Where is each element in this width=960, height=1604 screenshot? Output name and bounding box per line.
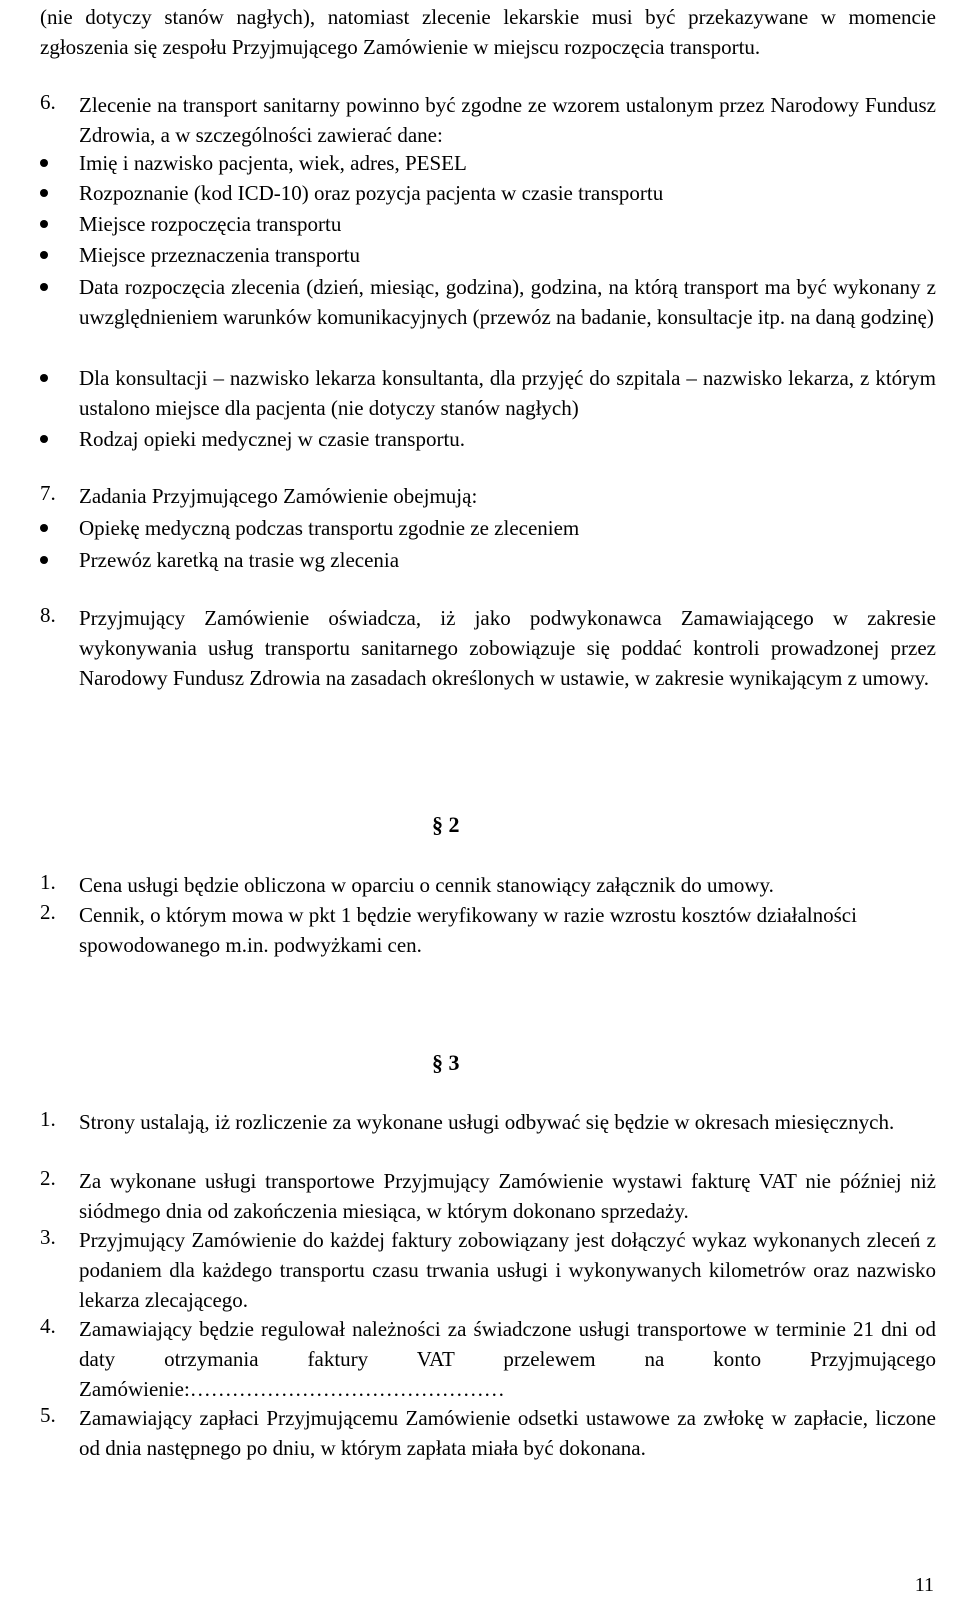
bullet-item (40, 178, 936, 208)
item-text: Za wykonane usługi transportowe Przyjmujący Zamówienie wystawi fakturę VAT nie później niż siódmego dnia od zakończenia miesiąca, w którym dokonano sprzedaży. (79, 1169, 936, 1223)
bullet-text: Przewóz karetką na trasie wg zlecenia (79, 548, 400, 572)
item-number: 3. (40, 1225, 56, 1249)
item-number: 8. (40, 603, 56, 627)
list-item-6 (40, 90, 936, 150)
item-text: Zamawiający zapłaci Przyjmującemu Zamówienie odsetki ustawowe za zwłokę w zapłacie, liczone od dnia następnego po dniu, w którym zapłata miała być dokonana. (79, 1406, 936, 1460)
item-text: Przyjmujący Zamówienie do każdej faktury zobowiązany jest dołączyć wykaz wykonanych zleceń z podaniem dla każdego transportu czasu trwania usługi i wykonywanych kilometrów oraz nazwisko lekarza zlecającego. (79, 1228, 936, 1312)
item-number: 6. (40, 90, 56, 114)
list-item (40, 1314, 936, 1404)
bullet-item (40, 545, 936, 575)
item-text: Cena usługi będzie obliczona w oparciu o cennik stanowiący załącznik do umowy. (79, 873, 774, 897)
item-text: Zadania Przyjmującego Zamówienie obejmują: (79, 484, 478, 508)
bullet-text: Rodzaj opieki medycznej w czasie transportu. (79, 427, 466, 451)
item-number: 4. (40, 1314, 56, 1338)
item-number: 7. (40, 481, 56, 505)
bullet-text: Miejsce przeznaczenia transportu (79, 243, 361, 267)
bullet-text: Dla konsultacji – nazwisko lekarza konsultanta, dla przyjęć do szpitala – nazwisko lekarza, z którym ustalono miejsce dla pacjenta (nie dotyczy stanów nagłych) (79, 366, 936, 420)
section-heading-3: § 3 (432, 1050, 460, 1075)
bullet-item (40, 209, 936, 239)
bullet-item (40, 148, 936, 178)
list-item (40, 900, 936, 960)
list-item (40, 870, 936, 900)
bullet-item (40, 272, 936, 332)
bullet-icon (40, 556, 48, 564)
item-number: 5. (40, 1403, 56, 1427)
bullet-icon (40, 435, 48, 443)
bullet-icon (40, 283, 48, 291)
bullet-icon (40, 220, 48, 228)
item-number: 2. (40, 900, 56, 924)
list-item-7 (40, 481, 936, 511)
bullet-icon (40, 189, 48, 197)
bullet-text: Opiekę medyczną podczas transportu zgodnie ze zleceniem (79, 516, 580, 540)
item-text: Cennik, o którym mowa w pkt 1 będzie weryfikowany w razie wzrostu kosztów działalności spowodowanego m.in. podwyżkami cen. (79, 903, 857, 957)
bullet-icon (40, 374, 48, 382)
item-number: 1. (40, 1107, 56, 1131)
bullet-item (40, 424, 936, 454)
bullet-icon (40, 524, 48, 532)
item-number: 1. (40, 870, 56, 894)
list-item (40, 1166, 936, 1226)
bullet-icon (40, 159, 48, 167)
item-text: Zamawiający będzie regulował należności za świadczone usługi transportowe w terminie 21 dni od daty otrzymania faktury VAT przelewem na konto Przyjmującego Zamówienie:……………………………………… (79, 1317, 936, 1401)
bullet-text: Miejsce rozpoczęcia transportu (79, 212, 342, 236)
section-heading-2: § 2 (432, 812, 460, 837)
item-text: Strony ustalają, iż rozliczenie za wykonane usługi odbywać się będzie w okresach miesięcznych. (79, 1110, 895, 1134)
bullet-item (40, 363, 936, 423)
bullet-text: Rozpoznanie (kod ICD-10) oraz pozycja pacjenta w czasie transportu (79, 181, 664, 205)
list-item (40, 1107, 936, 1137)
list-item (40, 1225, 936, 1315)
bullet-item (40, 513, 936, 543)
bullet-item (40, 240, 936, 270)
intro-paragraph: (nie dotyczy stanów nagłych), natomiast zlecenie lekarskie musi być przekazywane w momencie zgłoszenia się zespołu Przyjmującego Zamówienie w miejscu rozpoczęcia transportu. (40, 5, 936, 59)
list-item (40, 1403, 936, 1463)
item-text: Przyjmujący Zamówienie oświadcza, iż jako podwykonawca Zamawiającego w zakresie wykonywania usług transportu sanitarnego zobowiązuje się poddać kontroli prowadzonej przez Narodowy Fundusz Zdrowia na zasadach określonych w ustawie, w zakresie wynikającym z umowy. (79, 606, 936, 690)
bullet-text: Data rozpoczęcia zlecenia (dzień, miesiąc, godzina), godzina, na którą transport ma być wykonany z uwzględnieniem warunków komunikacyjnych (przewóz na badanie, konsultacje itp. na daną godzinę) (79, 275, 936, 329)
item-number: 2. (40, 1166, 56, 1190)
page-number: 11 (914, 1574, 934, 1596)
item-text: Zlecenie na transport sanitarny powinno być zgodne ze wzorem ustalonym przez Narodowy Fundusz Zdrowia, a w szczególności zawierać dane: (79, 93, 936, 147)
list-item-8 (40, 603, 936, 693)
bullet-text: Imię i nazwisko pacjenta, wiek, adres, PESEL (79, 151, 467, 175)
bullet-icon (40, 251, 48, 259)
